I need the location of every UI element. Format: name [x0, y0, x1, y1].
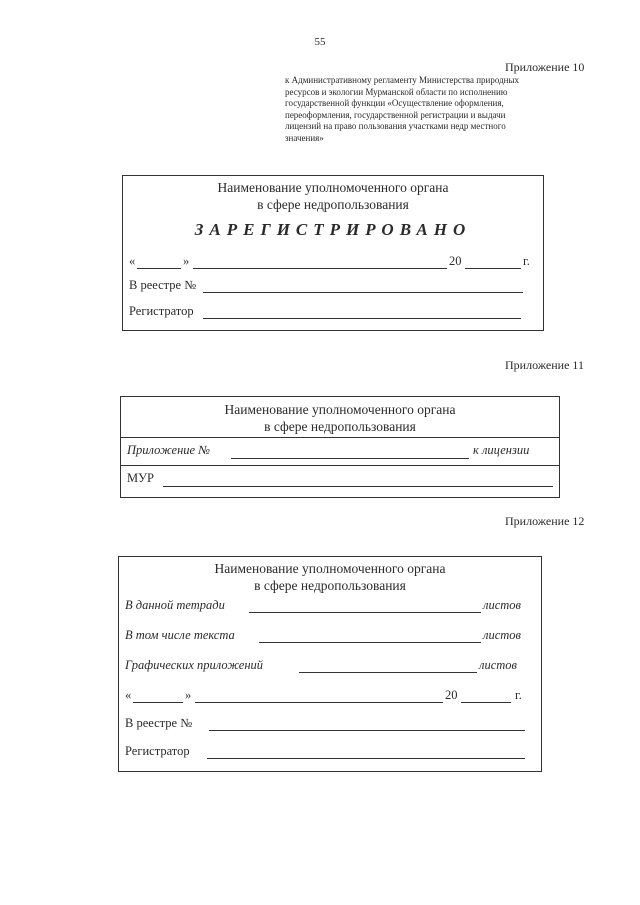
year-prefix: 20	[445, 688, 458, 702]
registrar-label: Регистратор	[125, 744, 190, 758]
graphic-label: Графических приложений	[125, 658, 264, 672]
stamp-header-line2: в сфере недропользования	[254, 578, 406, 593]
mur-label: МУР	[127, 471, 154, 485]
description-line: лицензий на право пользования участками недр местного	[285, 121, 506, 131]
day-field[interactable]	[133, 702, 183, 703]
text-label: В том числе текста	[125, 628, 235, 642]
license-label: к лицензии	[473, 443, 530, 457]
registry-label: В реестре №	[129, 278, 197, 292]
year-suffix: г.	[523, 254, 530, 268]
page-number: 55	[314, 36, 326, 48]
year-prefix: 20	[449, 254, 462, 268]
year-field[interactable]	[461, 702, 511, 703]
registry-label: В реестре №	[125, 716, 193, 730]
description-line: к Административному регламенту Министерства природных	[285, 75, 520, 85]
stamp-header-line2: в сфере недропользования	[257, 197, 409, 212]
year-field[interactable]	[465, 268, 521, 269]
appendix-10-title: Приложение 10	[505, 60, 585, 74]
day-field[interactable]	[137, 268, 181, 269]
appendix-11-title: Приложение 11	[505, 358, 584, 372]
year-suffix: г.	[515, 688, 522, 702]
quote-open: «	[125, 688, 132, 702]
registrar-field[interactable]	[203, 318, 521, 319]
stamp-header-line1: Наименование уполномоченного органа	[224, 402, 456, 417]
quote-open: «	[129, 254, 136, 268]
mur-field[interactable]	[163, 486, 553, 487]
description-line: значения»	[285, 132, 324, 143]
sheets-label: листов	[483, 598, 521, 612]
registrar-field[interactable]	[207, 758, 525, 759]
notebook-label: В данной тетради	[125, 598, 225, 612]
text-sheets-field[interactable]	[259, 642, 481, 643]
month-field[interactable]	[193, 268, 447, 269]
month-field[interactable]	[195, 702, 443, 703]
graphic-sheets-field[interactable]	[299, 672, 477, 673]
sheets-label: листов	[479, 658, 517, 672]
divider	[121, 437, 559, 438]
registry-number-field[interactable]	[203, 292, 523, 293]
appendix-12-title: Приложение 12	[505, 514, 585, 528]
license-appendix-stamp	[120, 396, 560, 498]
description-line: государственной функции «Осуществление оформления,	[285, 98, 504, 108]
appendix-number-label: Приложение №	[127, 443, 210, 457]
sheets-label: листов	[483, 628, 521, 642]
quote-close: »	[183, 254, 190, 268]
registered-label: ЗАРЕГИСТРИРОВАНО	[194, 220, 472, 239]
description-line: ресурсов и экологии Мурманской области по исполнению	[285, 86, 508, 97]
stamp-header-line1: Наименование уполномоченного органа	[214, 561, 446, 576]
notebook-sheets-field[interactable]	[249, 612, 481, 613]
stamp-header-line1: Наименование уполномоченного органа	[217, 180, 449, 195]
registrar-label: Регистратор	[129, 304, 194, 318]
divider	[121, 465, 559, 466]
registry-number-field[interactable]	[209, 730, 525, 731]
stamp-header-line2: в сфере недропользования	[264, 419, 416, 434]
quote-close: »	[185, 688, 192, 702]
appendix-number-field[interactable]	[231, 458, 469, 459]
appendix-10-description	[285, 75, 597, 144]
notebook-stamp	[118, 556, 542, 772]
description-line: переоформления, государственной регистрации и выдачи	[285, 109, 506, 120]
registration-stamp	[122, 175, 544, 331]
